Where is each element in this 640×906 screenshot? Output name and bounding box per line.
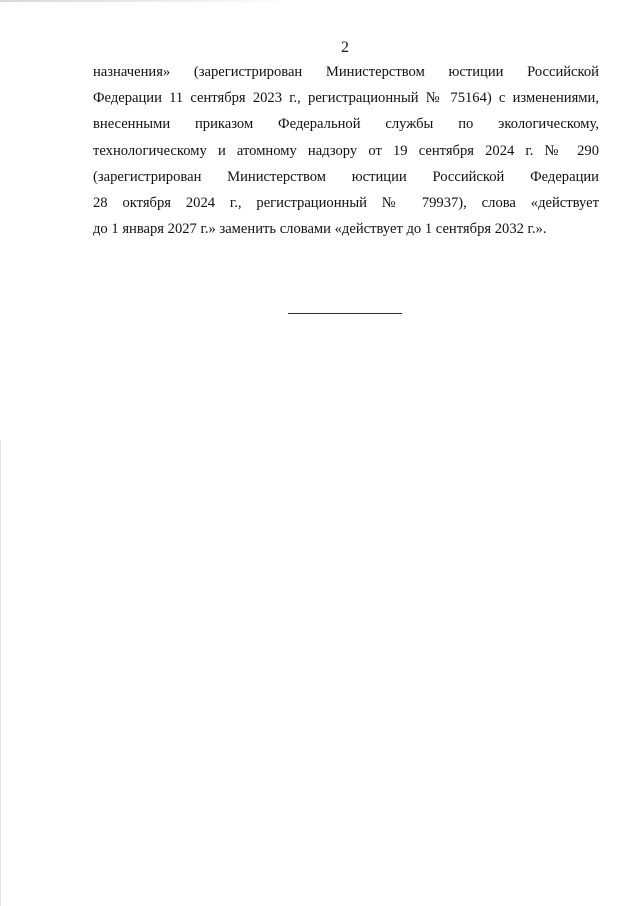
- paragraph-line: (зарегистрирован Министерством юстиции Российской Федерации: [93, 168, 599, 185]
- paragraph-line: назначения» (зарегистрирован Министерством юстиции Российской: [93, 64, 599, 80]
- paragraph-line: Федерации 11 сентября 2023 г., регистрационный № 75164) с изменениями,: [93, 90, 599, 107]
- paragraph-line-last: до 1 января 2027 г.» заменить словами «действует до 1 сентября 2032 г.».: [93, 221, 547, 238]
- amendment-paragraph: [93, 59, 599, 242]
- paragraph-line: технологическому и атомному надзору от 19 сентября 2024 г. № 290: [93, 142, 599, 159]
- paragraph-line: внесенными приказом Федеральной службы по экологическому,: [93, 116, 599, 133]
- page-number: 2: [341, 39, 349, 56]
- scan-edge-top: [0, 0, 300, 2]
- end-of-document-rule: [288, 313, 402, 314]
- paragraph-line: 28 октября 2024 г., регистрационный № 79937), слова «действует: [93, 194, 599, 211]
- scan-edge-left: [0, 440, 1, 906]
